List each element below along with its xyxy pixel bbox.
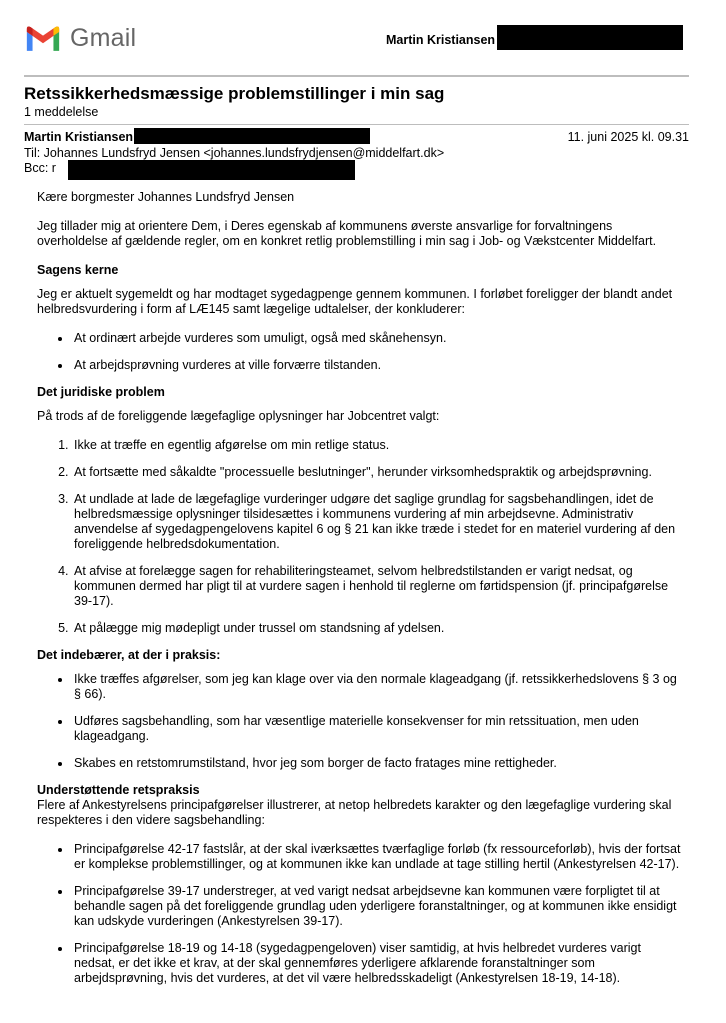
list-item: • At arbejdsprøvning vurderes at ville forværre tilstanden. xyxy=(72,358,685,373)
section-heading-consequences: Det indebærer, at der i praksis: xyxy=(37,648,221,662)
redacted-sender-email xyxy=(134,128,370,144)
list-item: • Skabes en retstomrumstilstand, hvor jeg som borger de facto fratages mine rettigheder. xyxy=(72,756,685,771)
thread-subject: Retssikkerhedsmæssige problemstillinger i min sag xyxy=(24,84,445,103)
legal-problem-numbered-list xyxy=(72,438,685,636)
section-heading-core: Sagens kerne xyxy=(37,263,119,277)
section-heading-case-law: Understøttende retspraksis xyxy=(37,783,200,797)
consequences-bullet-list xyxy=(72,672,685,771)
list-item: 1. Ikke at træffe en egentlig afgørelse om min retlige status. xyxy=(72,438,685,453)
greeting: Kære borgmester Johannes Lundsfryd Jensen xyxy=(37,190,295,204)
gmail-logo xyxy=(24,24,136,53)
redacted-bcc xyxy=(68,160,355,180)
list-item: • Principafgørelse 42-17 fastslår, at der skal iværksættes tværfaglige forløb (fx ressourceforløb), hvis der fortsat er komplekse problemstillinger, og at kommunen ikke kan undlade at tage stilling hertil (Ankestyrelsen 42-17). xyxy=(72,842,685,872)
list-item: 2. At fortsætte med såkaldte "processuelle beslutninger", herunder virksomhedspraktik og arbejdsprøvning. xyxy=(72,465,685,480)
sender-name: Martin Kristiansen xyxy=(24,130,134,144)
section-text-legal-problem: På trods af de foreliggende lægefaglige oplysninger har Jobcentret valgt: xyxy=(37,409,440,423)
gmail-m-icon xyxy=(24,24,62,53)
print-header xyxy=(0,0,726,75)
list-item: • At ordinært arbejde vurderes som umuligt, også med skånehensyn. xyxy=(72,331,685,346)
section-text-case-law: Flere af Ankestyrelsens principafgørelser illustrerer, at netop helbredets karakter og den lægefaglige vurdering skal respekteres i den videre sagsbehandling: xyxy=(37,798,672,827)
account-name: Martin Kristiansen xyxy=(386,33,496,47)
list-item: 5. At pålægge mig mødepligt under trussel om standsning af ydelsen. xyxy=(72,621,685,636)
message-body xyxy=(37,190,685,998)
list-item: 4. At afvise at forelægge sagen for rehabiliteringsteamet, selvom helbredstilstanden er varigt nedsat, og kommunen dermed har pligt til at vurdere sagen i henhold til reglerne om førtidspension (jf. principafgørelse 39-17). xyxy=(72,564,685,609)
list-item: 3. At undlade at lade de lægefaglige vurderinger udgøre det saglige grundlag for sagsbehandlingen, idet de helbredsmæssige oplysninger tilsidesættes i kommunens vurdering af min arbejdsevne. Administrativ anvendelse af sygedagpengelovens kapitel 6 og § 21 kan ikke træde i stedet for en materiel vurdering af den foreliggende helbredsdokumentation. xyxy=(72,492,685,552)
list-item: • Principafgørelse 18-19 og 14-18 (sygedagpengeloven) viser samtidig, at hvis helbredet vurderes varigt nedsat, er det ikke et krav, at der skal gennemføres yderligere afklarende foranstaltninger som arbejdsprøvning, hvis det vurderes, at det vil være helbredsskadeligt (Ankestyrelsen 18-19, 14-18). xyxy=(72,941,685,986)
subject-divider xyxy=(24,124,689,125)
message-date: 11. juni 2025 kl. 09.31 xyxy=(567,130,689,144)
list-item: • Principafgørelse 39-17 understreger, at ved varigt nedsat arbejdsevne kan kommunen være forpligtet til at behandle sagen på det foreliggende grundlag uden yderligere foranstaltninger, og at kommunen ikke ensidigt kan udskyde vurderingen (Ankestyrelsen 39-17). xyxy=(72,884,685,929)
intro-paragraph: Jeg tillader mig at orientere Dem, i Deres egenskab af kommunens øverste ansvarlige for forvaltningens overholdelse af gældende regler, om en konkret retlig problemstilling i min sag i Job- og Vækstcenter Middelfart. xyxy=(37,219,657,248)
redacted-account-email xyxy=(497,25,683,50)
section-text-core: Jeg er aktuelt sygemeldt og har modtaget sygedagpenge gennem kommunen. I forløbet foreligger der blandt andet helbredsvurdering i form af LÆ145 samt lægelige udtalelser, der konkluderer: xyxy=(37,287,673,316)
section-heading-legal-problem: Det juridiske problem xyxy=(37,385,165,399)
list-item: • Ikke træffes afgørelser, som jeg kan klage over via den normale klageadgang (jf. retssikkerhedslovens § 3 og § 66). xyxy=(72,672,685,702)
list-item: • Udføres sagsbehandling, som har væsentlige materielle konsekvenser for min retssituation, men uden klageadgang. xyxy=(72,714,685,744)
header-divider xyxy=(24,75,689,77)
recipient-line: Til: Johannes Lundsfryd Jensen <johannes.lundsfrydjensen@middelfart.dk> xyxy=(24,146,445,160)
case-law-bullet-list xyxy=(72,842,685,986)
message-count: 1 meddelelse xyxy=(24,105,99,119)
gmail-wordmark: Gmail xyxy=(70,24,137,52)
bcc-line: Bcc: r xyxy=(24,161,56,175)
core-bullet-list xyxy=(72,331,685,373)
